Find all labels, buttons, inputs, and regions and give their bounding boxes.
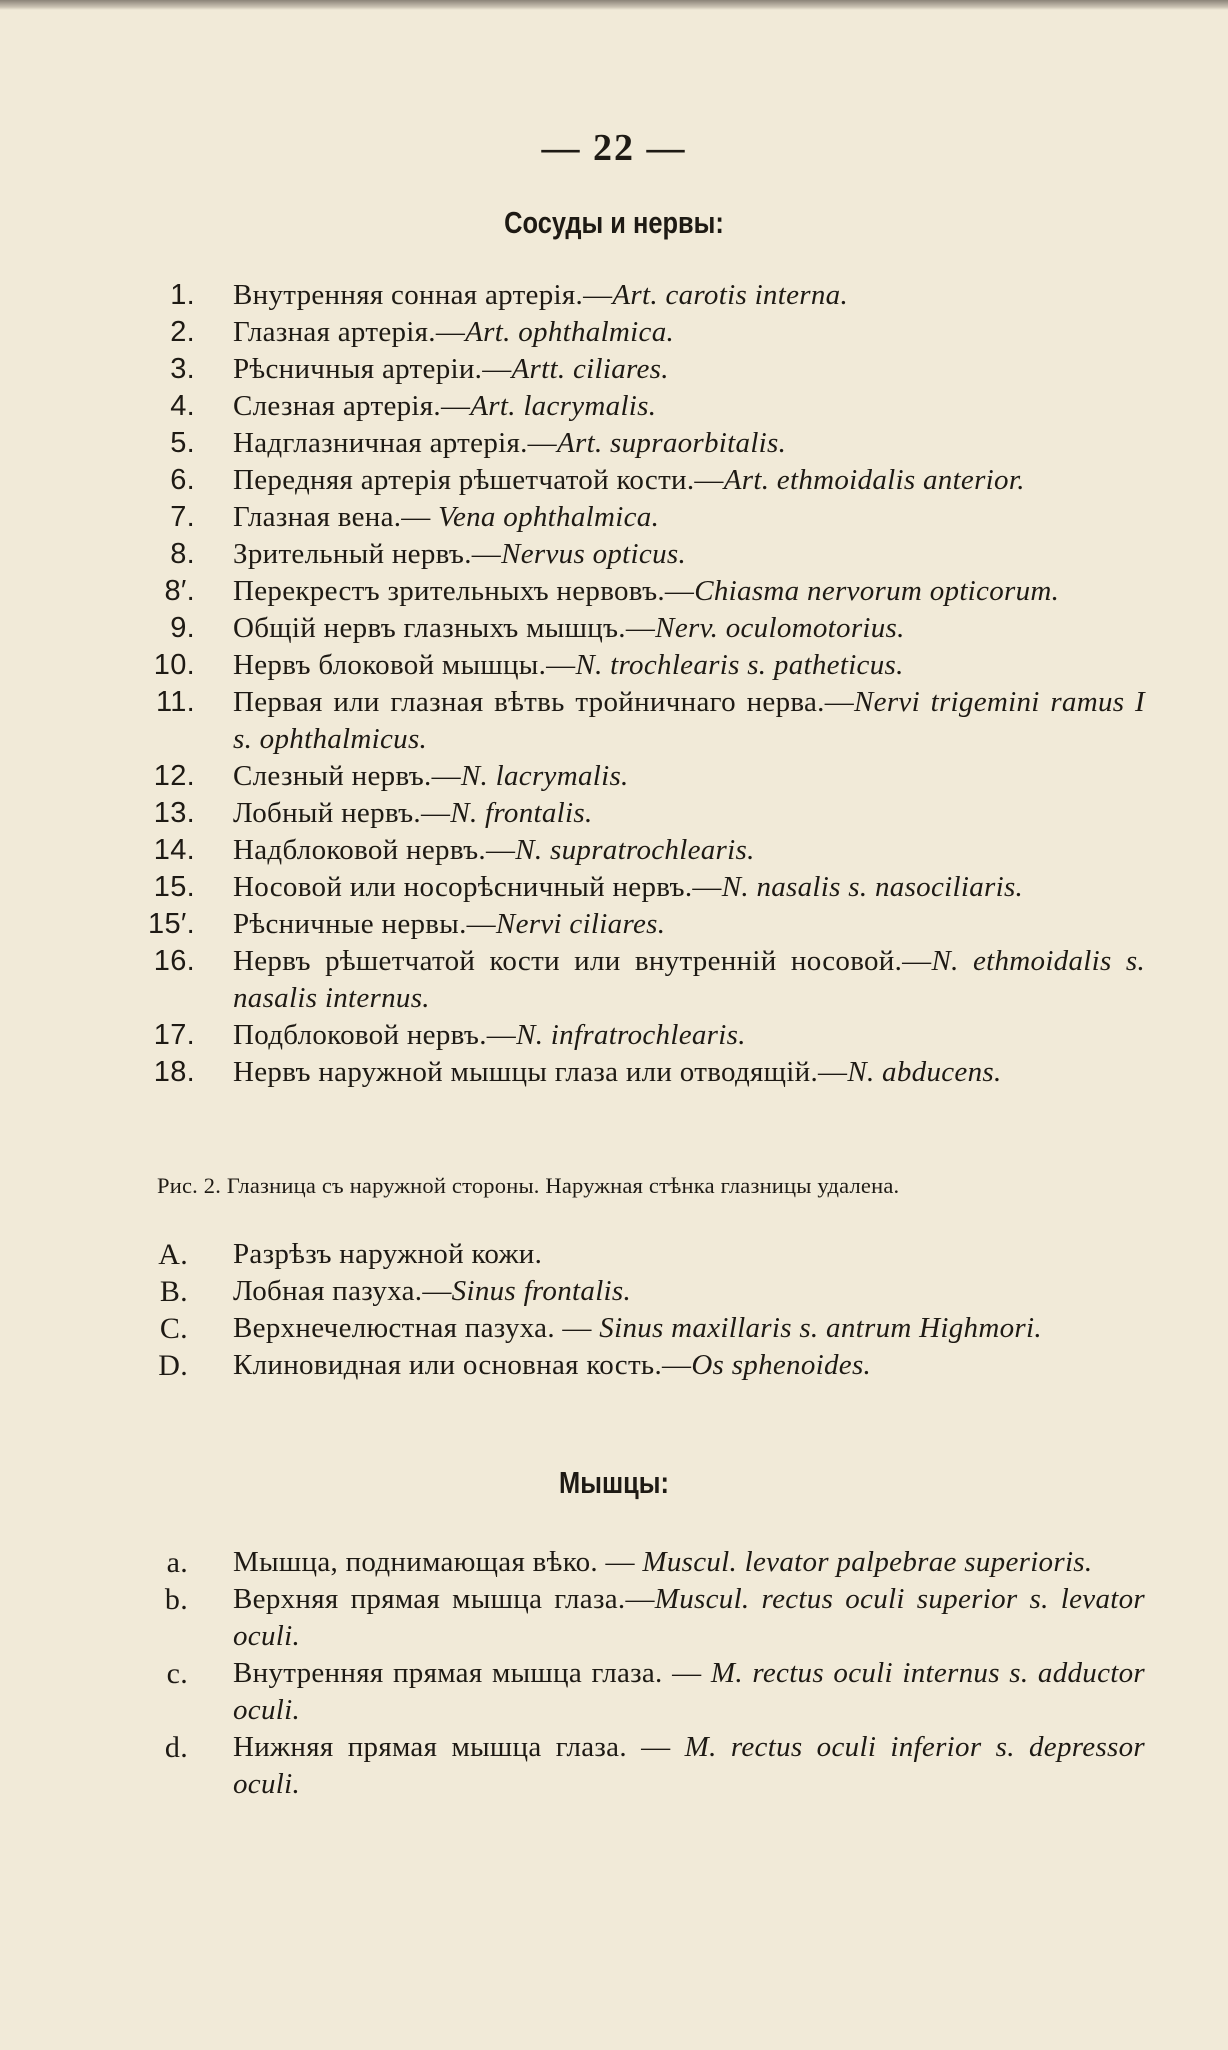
latin-term: Os sphenoides.	[691, 1349, 872, 1381]
russian-term: Общій нервъ глазныхъ мышцъ.—	[233, 612, 656, 644]
latin-term: N. infratrochlearis.	[516, 1019, 746, 1051]
latin-term: Chiasma nervorum opticorum.	[694, 575, 1060, 607]
russian-term: Рѣсничныя артеріи.—	[233, 353, 512, 385]
list-item	[0, 1236, 1228, 1273]
latin-term: N. nasalis s. nasociliaris.	[721, 871, 1024, 903]
list-item	[0, 1017, 1228, 1054]
russian-term: Верхнечелюстная пазуха. —	[233, 1312, 600, 1344]
russian-term: Слезный нервъ.—	[233, 760, 461, 792]
item-letter: a.	[166, 1546, 188, 1579]
item-number: 12.	[153, 760, 195, 792]
list-item	[0, 314, 1228, 351]
list-item	[0, 1347, 1228, 1384]
latin-term: N. frontalis.	[450, 797, 593, 829]
item-number: 10.	[153, 649, 195, 681]
latin-term: Art. ethmoidalis anterior.	[723, 464, 1025, 496]
item-number: 9.	[170, 612, 195, 644]
russian-term: Лобная пазуха.—	[233, 1275, 452, 1307]
vessels-heading: Сосуды и нервы:	[504, 205, 724, 240]
list-item	[0, 869, 1228, 906]
vessels-list	[0, 277, 1228, 1091]
item-number: 15.	[153, 871, 195, 903]
bones-list	[0, 1236, 1228, 1384]
item-number: 16.	[153, 945, 195, 977]
item-number: 3.	[170, 353, 195, 385]
list-item	[0, 906, 1228, 943]
list-item	[0, 795, 1228, 832]
list-item	[0, 388, 1228, 425]
latin-term: Vena ophthalmica.	[438, 501, 660, 533]
latin-term: N. lacrymalis.	[460, 760, 629, 792]
list-item	[0, 462, 1228, 499]
latin-term: N. supratrochlearis.	[515, 834, 755, 866]
item-number: 1.	[170, 279, 195, 311]
russian-term: Лобный нервъ.—	[233, 797, 451, 829]
latin-term: Art. carotis interna.	[612, 279, 848, 311]
item-number: 6.	[170, 464, 195, 496]
item-letter: A.	[158, 1238, 188, 1271]
russian-term: Нервъ наружной мышцы глаза или отводящій.—	[233, 1056, 848, 1088]
item-number: 8′.	[164, 575, 195, 607]
item-number: 14.	[153, 834, 195, 866]
list-item	[0, 1273, 1228, 1310]
figure-caption: Рис. 2. Глазница съ наружной стороны. Наружная стѣнка глазницы удалена.	[157, 1173, 900, 1198]
page-top-edge	[0, 0, 1228, 10]
latin-term: M. rectus oculi inferior s. depressor oculi.	[233, 1731, 1145, 1800]
latin-term: Nervi trigemini ramus I s. ophthalmicus.	[233, 686, 1145, 755]
russian-term: Надглазничная артерія.—	[233, 427, 557, 459]
russian-term: Первая или глазная вѣтвь тройничнаго нерва.—	[233, 686, 854, 718]
list-item	[0, 277, 1228, 314]
latin-term: Nervus opticus.	[501, 538, 687, 570]
item-number: 2.	[170, 316, 195, 348]
latin-term: M. rectus oculi internus s. adductor oculi.	[233, 1657, 1146, 1726]
russian-term: Перекрестъ зрительныхъ нервовъ.—	[233, 575, 695, 607]
item-letter: B.	[159, 1275, 188, 1308]
latin-term: Art. lacrymalis.	[470, 390, 657, 422]
muscles-list	[0, 1544, 1228, 1803]
list-item	[0, 1581, 1228, 1655]
muscles-heading: Мышцы:	[559, 1465, 669, 1500]
list-item	[0, 758, 1228, 795]
item-number: 18.	[153, 1056, 195, 1088]
list-item	[0, 1310, 1228, 1347]
latin-term: N. abducens.	[847, 1056, 1002, 1088]
russian-term: Рѣсничные нервы.—	[233, 908, 496, 940]
list-item	[0, 610, 1228, 647]
russian-term: Надблоковой нервъ.—	[233, 834, 516, 866]
list-item	[0, 684, 1228, 758]
russian-term: Нервъ блоковой мышцы.—	[233, 649, 576, 681]
latin-term: Muscul. levator palpebrae superioris.	[642, 1546, 1093, 1578]
russian-term: Внутренняя сонная артерія.—	[233, 279, 613, 311]
item-number: 13.	[153, 797, 195, 829]
list-item	[0, 1054, 1228, 1091]
latin-term: Nervi ciliares.	[495, 908, 666, 940]
russian-term: Глазная вена.—	[233, 501, 439, 533]
list-item	[0, 425, 1228, 462]
list-item	[0, 832, 1228, 869]
russian-term: Мышца, поднимающая вѣко. —	[233, 1546, 643, 1578]
item-letter: C.	[159, 1312, 188, 1345]
latin-term: Artt. ciliares.	[511, 353, 669, 385]
item-number: 4.	[170, 390, 195, 422]
russian-term: Подблоковой нервъ.—	[233, 1019, 517, 1051]
russian-term: Нижняя прямая мышца глаза. —	[233, 1731, 685, 1763]
russian-term: Верхняя прямая мышца глаза.—	[233, 1583, 655, 1615]
list-item	[0, 1729, 1228, 1803]
russian-term: Нервъ рѣшетчатой кости или внутренній носовой.—	[233, 945, 932, 977]
latin-term: Sinus frontalis.	[451, 1275, 632, 1307]
russian-term: Разрѣзъ наружной кожи.	[233, 1238, 543, 1270]
latin-term: Art. supraorbitalis.	[556, 427, 787, 459]
item-number: 5.	[170, 427, 195, 459]
item-letter: b.	[164, 1583, 188, 1616]
latin-term: N. trochlearis s. patheticus.	[575, 649, 904, 681]
latin-term: Art. ophthalmica.	[465, 316, 675, 348]
latin-term: N. ethmoidalis s. nasalis internus.	[233, 945, 1145, 1014]
russian-term: Слезная артерія.—	[233, 390, 471, 422]
russian-term: Клиновидная или основная кость.—	[233, 1349, 692, 1381]
page-number: — 22 —	[541, 127, 687, 169]
list-item	[0, 647, 1228, 684]
item-number: 8.	[170, 538, 195, 570]
latin-term: Muscul. rectus oculi superior s. levator oculi.	[233, 1583, 1145, 1652]
item-letter: d.	[164, 1731, 188, 1764]
item-number: 15′.	[148, 908, 195, 940]
item-letter: c.	[166, 1657, 188, 1690]
item-number: 11.	[155, 686, 195, 718]
russian-term: Зрительный нервъ.—	[233, 538, 502, 570]
list-item	[0, 499, 1228, 536]
latin-term: Sinus maxillaris s. antrum Highmori.	[599, 1312, 1042, 1344]
russian-term: Внутренняя прямая мышца глаза. —	[233, 1657, 711, 1689]
russian-term: Носовой или носорѣсничный нервъ.—	[233, 871, 722, 903]
item-letter: D.	[158, 1349, 188, 1382]
list-item	[0, 943, 1228, 1017]
item-number: 17.	[153, 1019, 195, 1051]
list-item	[0, 1544, 1228, 1581]
russian-term: Передняя артерія рѣшетчатой кости.—	[233, 464, 724, 496]
list-item	[0, 536, 1228, 573]
list-item	[0, 351, 1228, 388]
list-item	[0, 573, 1228, 610]
list-item	[0, 1655, 1228, 1729]
russian-term: Глазная артерія.—	[233, 316, 466, 348]
latin-term: Nerv. oculomotorius.	[655, 612, 905, 644]
item-number: 7.	[170, 501, 195, 533]
